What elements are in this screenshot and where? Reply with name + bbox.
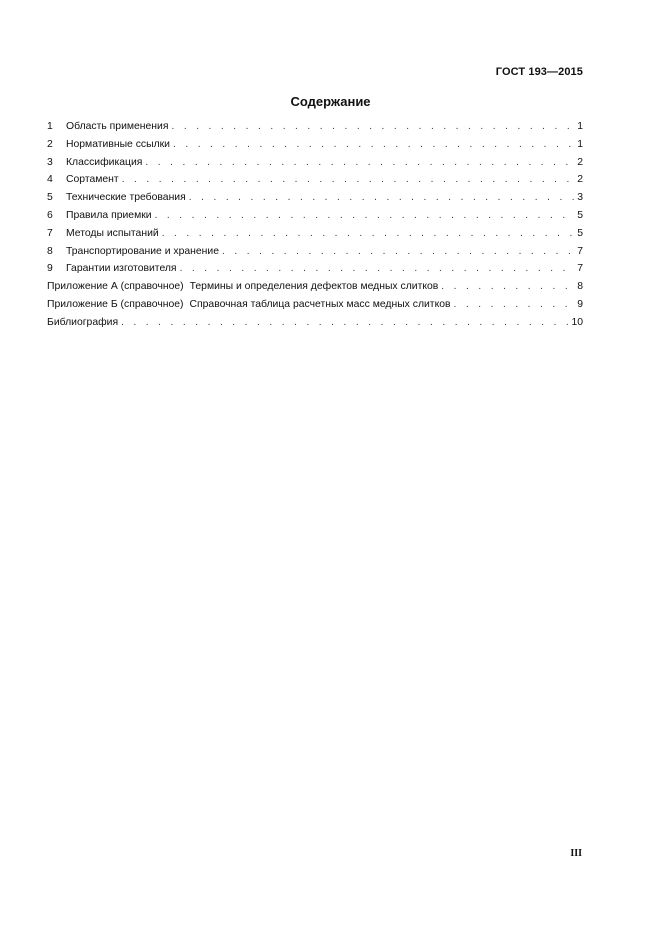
toc-entry-title: Транспортирование и хранение [66,245,220,257]
toc-entry-page: 1 [577,138,583,150]
dot-leader [454,299,575,310]
dot-leader [162,228,575,239]
toc-entry-page: 2 [577,156,583,168]
page-number: III [570,848,582,859]
toc-entry-title: Технические требования [66,192,186,204]
dot-leader [441,281,574,292]
dot-leader [189,192,574,203]
dot-leader [145,157,574,168]
toc-entry-title: Гарантии изготовителя [66,263,177,275]
toc-entry-title: Библиография [47,316,119,328]
toc-entry-number: 7 [47,227,53,239]
toc-entry-page: 3 [577,192,583,204]
toc-entry-page: 8 [577,281,583,293]
doc-code: ГОСТ 193—2015 [495,66,583,78]
toc-entry-title: Методы испытаний [66,227,159,239]
toc-entry[interactable] [47,263,583,281]
toc-entry[interactable] [47,246,583,264]
toc-entry[interactable] [47,121,583,139]
dot-leader [121,317,568,328]
toc-entry-number: Приложение А (справочное) [47,281,184,293]
toc-entry-number: Приложение Б (справочное) [47,298,184,310]
toc-entry-number: 4 [47,174,53,186]
toc-entry-title: Классификация [66,156,143,168]
toc-entry-title: Справочная таблица расчетных масс медных слитков [189,298,451,310]
toc-entry[interactable] [47,139,583,157]
toc-entry-page: 5 [577,209,583,221]
toc-entry-title: Термины и определения дефектов медных слитков [189,281,439,293]
toc-entry[interactable] [47,157,583,175]
toc-entry[interactable] [47,281,583,299]
toc-entry-page: 7 [577,245,583,257]
toc-entry-title: Сортамент [66,174,119,186]
toc-entry-title: Область применения [66,121,169,132]
toc-entry-page: 1 [577,121,583,132]
toc-entry-page: 5 [577,227,583,239]
toc-entry-title: Нормативные ссылки [66,138,170,150]
toc-entry-number: 8 [47,245,53,257]
dot-leader [222,246,574,257]
toc-entry-number: 6 [47,209,53,221]
toc-entry-number: 9 [47,263,53,275]
toc-entry[interactable] [47,228,583,246]
dot-leader [122,174,575,185]
toc-entry[interactable] [47,174,583,192]
toc-entry-page: 2 [577,174,583,186]
table-of-contents [47,121,583,335]
toc-entry-number: 2 [47,138,53,150]
toc-entry[interactable] [47,192,583,210]
toc-entry-page: 9 [577,298,583,310]
toc-entry-title: Правила приемки [66,209,152,221]
toc-entry-number: 5 [47,192,53,204]
dot-leader [180,263,575,274]
dot-leader [171,121,574,132]
dot-leader [173,139,574,150]
toc-entry-page: 10 [571,316,583,328]
dot-leader [155,210,575,221]
toc-entry[interactable] [47,210,583,228]
toc-entry[interactable] [47,317,583,335]
toc-title: Содержание [290,94,371,109]
toc-entry-page: 7 [577,263,583,275]
toc-entry-number: 1 [47,121,53,132]
toc-entry-number: 3 [47,156,53,168]
toc-entry[interactable] [47,299,583,317]
